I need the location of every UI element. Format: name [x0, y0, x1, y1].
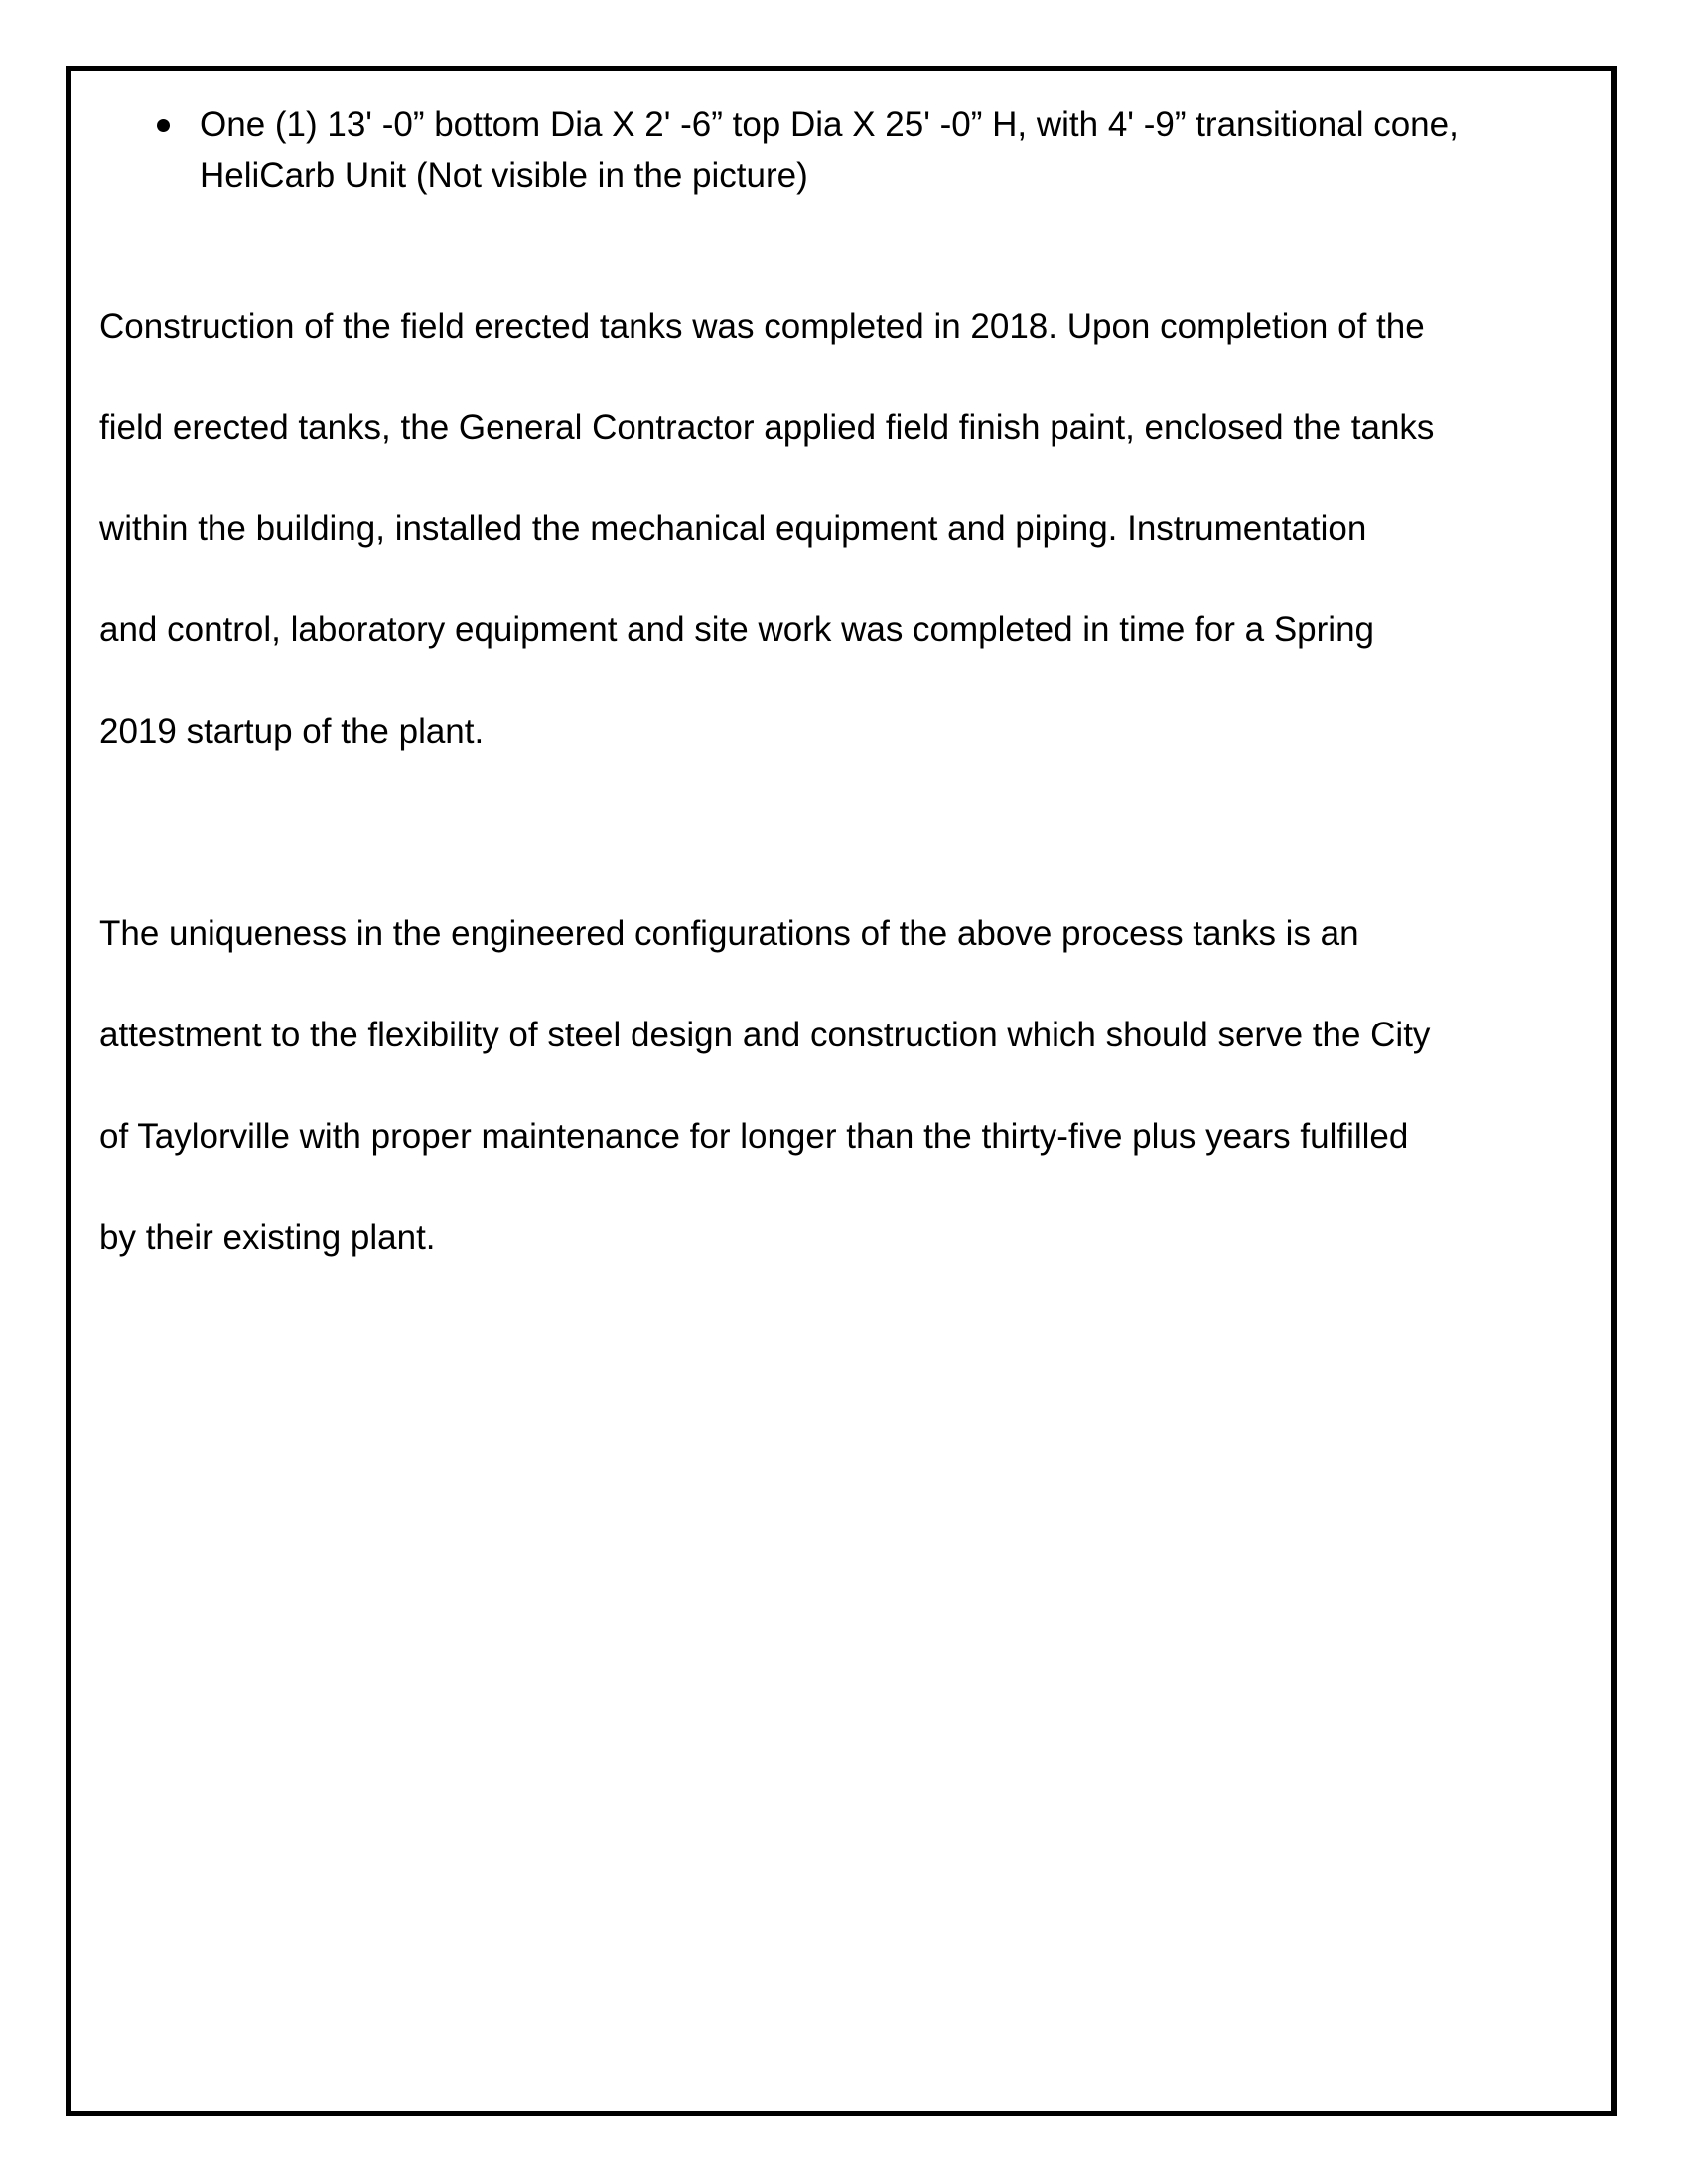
paragraph-line: Construction of the field erected tanks was completed in 2018. Upon completion of the [99, 307, 1425, 345]
bullet-list-item [99, 99, 1589, 201]
bullet-line: One (1) 13' -0” bottom Dia X 2' -6” top Dia X 25' -0” H, with 4' -9” transitional cone, [200, 105, 1459, 144]
paragraph-line: of Taylorville with proper maintenance for longer than the thirty-five plus years fulfilled [99, 1117, 1409, 1156]
paragraph-line: and control, laboratory equipment and site work was completed in time for a Spring [99, 611, 1374, 649]
paragraph-line: 2019 startup of the plant. [99, 712, 485, 751]
paragraph-construction [99, 250, 1589, 807]
paragraph-line: by their existing plant. [99, 1218, 436, 1257]
bullet-line: HeliCarb Unit (Not visible in the picture) [200, 156, 808, 195]
paragraph-line: attestment to the flexibility of steel design and construction which should serve the City [99, 1016, 1431, 1054]
bullet-icon [157, 119, 170, 132]
paragraph-line: The uniqueness in the engineered configurations of the above process tanks is an [99, 914, 1359, 953]
document-body [99, 99, 1589, 1313]
paragraph-line: within the building, installed the mechanical equipment and piping. Instrumentation [99, 509, 1367, 548]
paragraph-uniqueness [99, 858, 1589, 1313]
paragraph-line: field erected tanks, the General Contractor applied field finish paint, enclosed the tanks [99, 408, 1435, 447]
